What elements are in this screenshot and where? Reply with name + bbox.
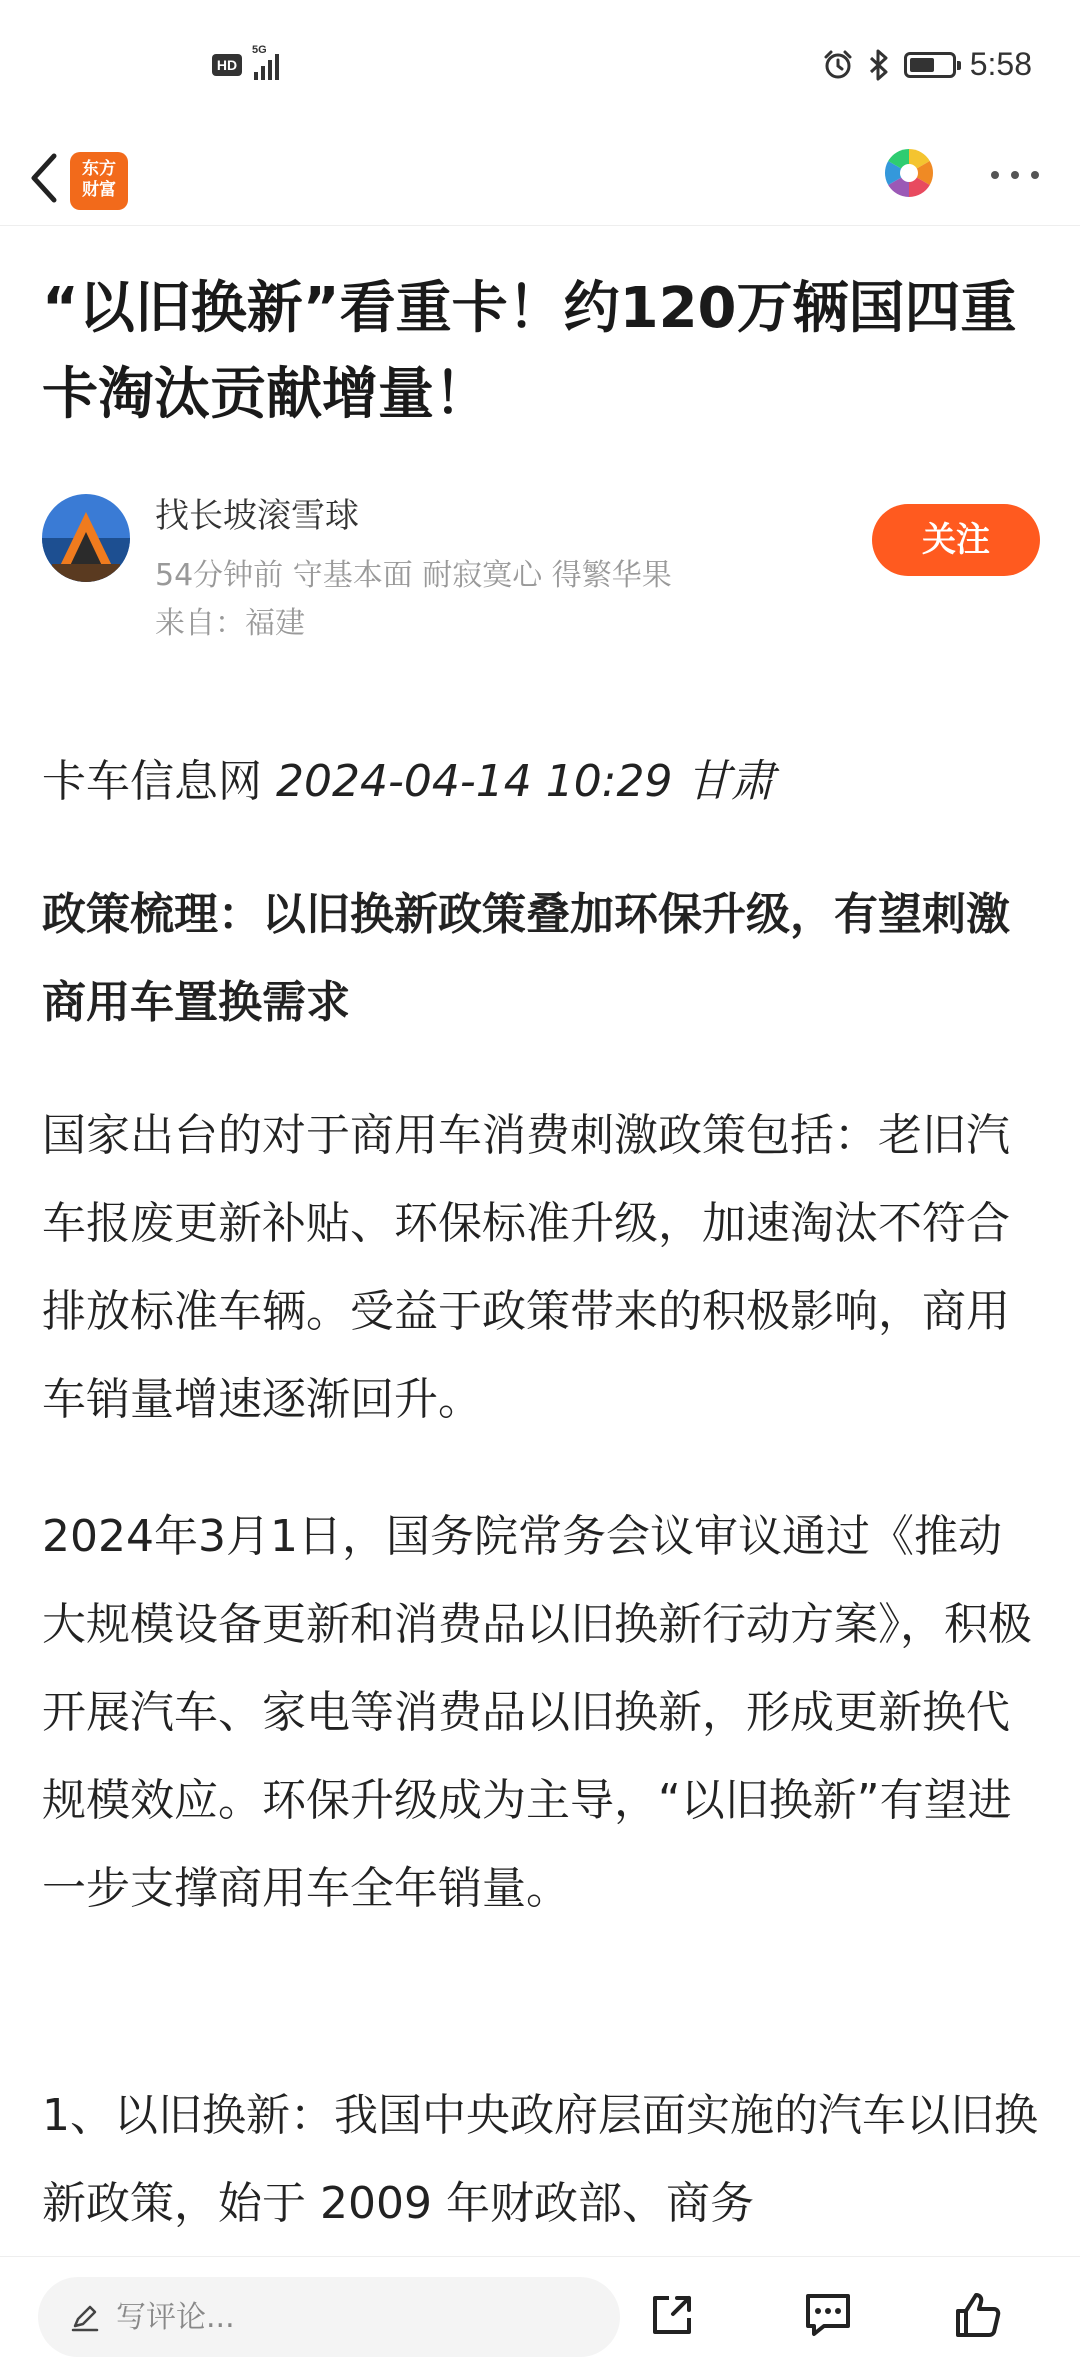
- bluetooth-icon: [868, 48, 890, 82]
- bottom-action-bar: [0, 2256, 1080, 2376]
- alarm-icon: [822, 49, 854, 81]
- network-label: 5G: [252, 44, 267, 56]
- shutter-icon[interactable]: [883, 147, 935, 199]
- back-button[interactable]: [14, 148, 74, 208]
- app-logo-line1: 东方: [82, 159, 116, 179]
- status-bar: [0, 0, 1080, 130]
- share-button[interactable]: [642, 2285, 702, 2345]
- paragraph-2: 2024年3月1日，国务院常务会议审议通过《推动大规模设备更新和消费品以旧换新行动方案》，积极开展汽车、家电等消费品以旧换新，形成更新换代规模效应。环保升级成为主导，“以旧换新”有望进一步支撑商用车全年销量。: [42, 1511, 1032, 1914]
- source-name: 卡车信息网: [42, 756, 262, 807]
- author-meta: 54分钟前 守基本面 耐寂寞心 得繁华果: [155, 558, 672, 593]
- comment-icon: [802, 2290, 854, 2340]
- share-icon: [647, 2290, 697, 2340]
- comment-input[interactable]: [116, 2300, 596, 2335]
- battery-icon: [904, 52, 956, 78]
- comment-box[interactable]: [38, 2277, 620, 2357]
- like-button[interactable]: [948, 2285, 1008, 2345]
- paragraph-1: 国家出台的对于商用车消费刺激政策包括：老旧汽车报废更新补贴、环保标准升级，加速淘汰不符合排放标准车辆。受益于政策带来的积极影响，商用车销量增速逐渐回升。: [42, 1110, 1010, 1425]
- signal-icon: [252, 44, 279, 80]
- status-right: [822, 46, 1032, 83]
- like-icon: [952, 2289, 1004, 2341]
- app-logo[interactable]: [70, 152, 128, 210]
- app-logo-line2: 财富: [82, 180, 116, 200]
- author-location: 来自：福建: [155, 606, 305, 641]
- source-line: [42, 738, 1042, 826]
- top-nav-bar: [0, 130, 1080, 226]
- back-arrow-icon: [26, 152, 62, 204]
- author-name[interactable]: 找长坡滚雪球: [155, 496, 359, 536]
- comment-button[interactable]: [798, 2285, 858, 2345]
- paragraph-3: 1、以旧换新：我国中央政府层面实施的汽车以旧换新政策，始于 2009 年财政部、商务: [42, 2090, 1038, 2229]
- article-title: “以旧换新”看重卡！约120万辆国四重卡淘汰贡献增量！: [42, 276, 1017, 427]
- more-icon[interactable]: [985, 155, 1045, 195]
- clock: 5:58: [969, 46, 1032, 82]
- status-left: [212, 44, 279, 80]
- battery-level: [910, 58, 934, 72]
- section-heading: 政策梳理：以旧换新政策叠加环保升级，有望刺激商用车置换需求: [42, 889, 1010, 1028]
- avatar-image: [42, 494, 130, 582]
- source-date: 2024-04-14 10:29 甘肃: [276, 756, 775, 807]
- follow-button[interactable]: 关注: [872, 504, 1040, 576]
- pencil-icon: [70, 2302, 100, 2332]
- hd-badge: HD: [212, 54, 242, 76]
- author-avatar[interactable]: [42, 494, 130, 582]
